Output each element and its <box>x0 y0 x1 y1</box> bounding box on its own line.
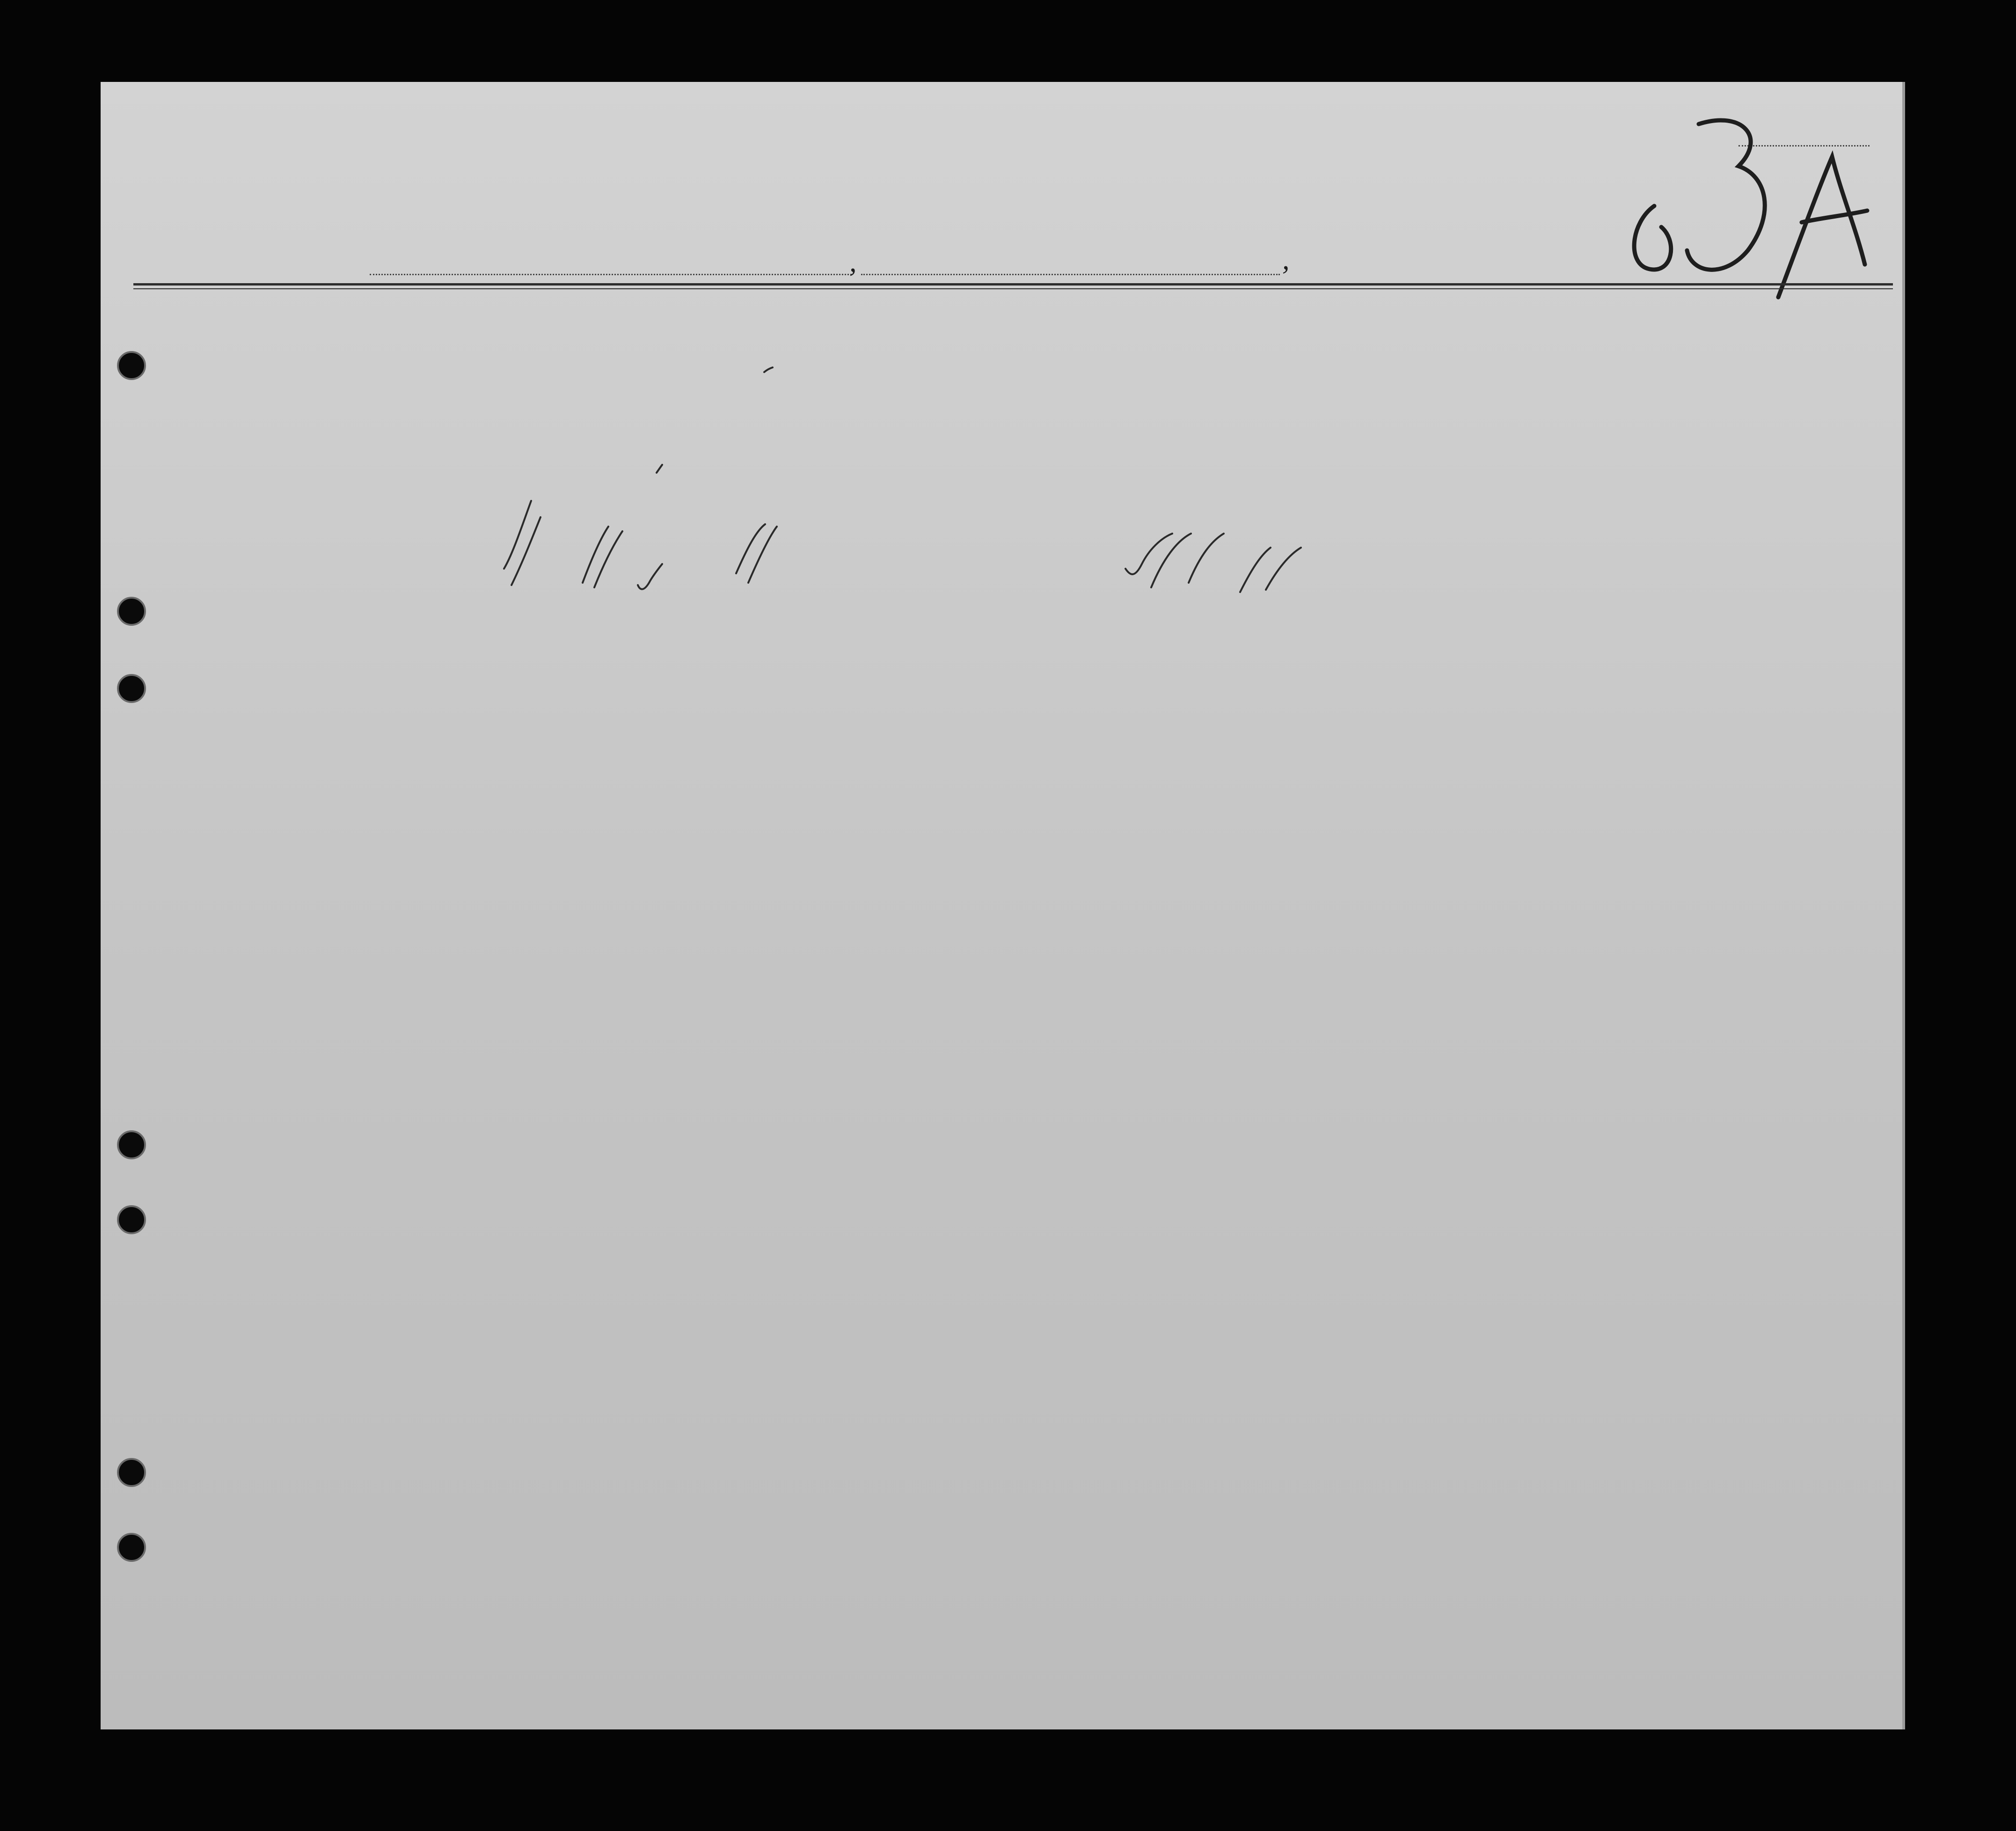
checkmark-icon <box>1240 548 1271 592</box>
checkmark-icon <box>1151 534 1191 587</box>
checkmark-icon <box>1125 534 1172 574</box>
checkmark-icon <box>764 367 773 372</box>
checkmark-icon <box>1266 548 1301 590</box>
checkmark-icon <box>638 564 662 589</box>
checkmark-icon <box>583 527 608 583</box>
manifest-sheet <box>101 82 1905 1729</box>
checkmark-icon <box>736 524 765 573</box>
checkmarks <box>101 82 1902 714</box>
checkmark-icon <box>1189 534 1224 583</box>
comma-separator: , <box>849 246 857 278</box>
checkmark-icon <box>504 501 531 569</box>
checkmark-icon <box>594 531 622 587</box>
comma-separator: , <box>1282 244 1290 276</box>
checkmark-icon <box>657 465 662 473</box>
checkmark-icon <box>511 517 541 585</box>
checkmark-icon <box>748 527 777 583</box>
